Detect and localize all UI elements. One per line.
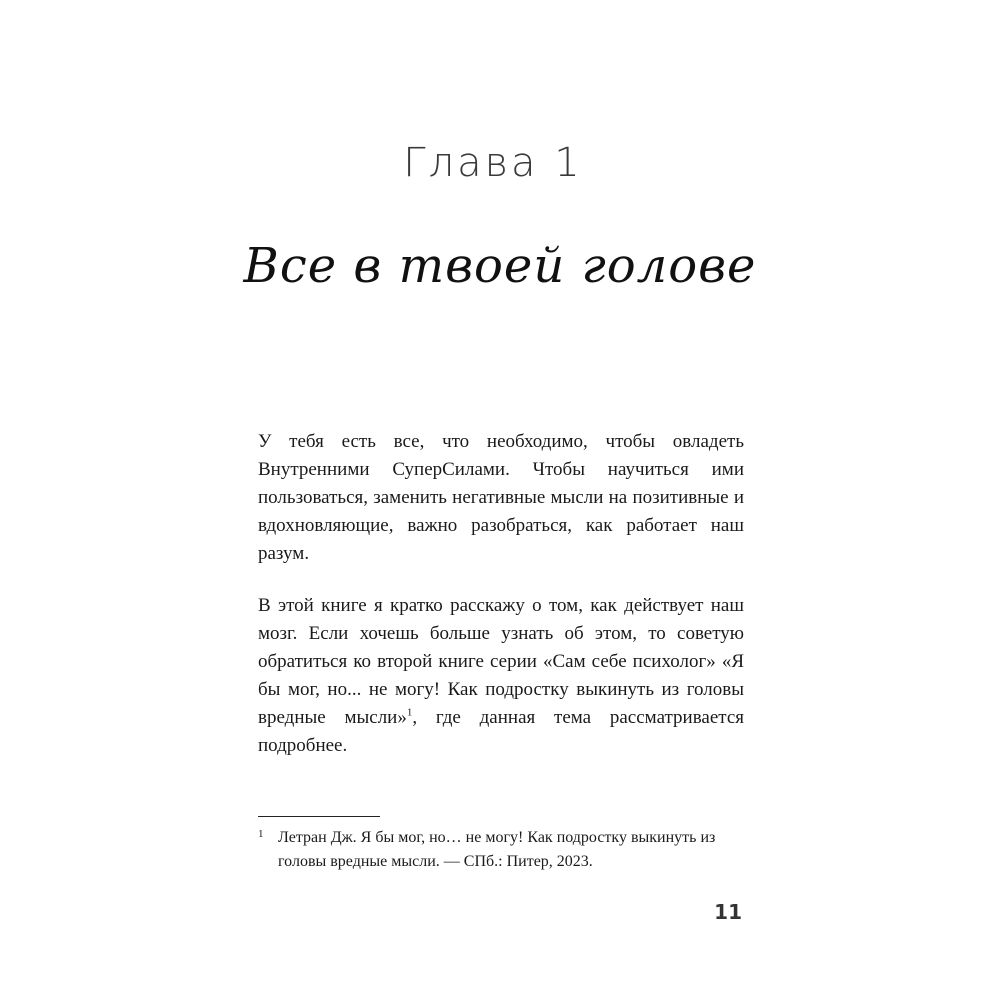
page-number: 11	[714, 900, 742, 924]
footnote-divider	[258, 816, 380, 817]
paragraph-1: У тебя есть все, что необходимо, чтобы овладеть Внутренними СуперСилами. Чтобы научиться ими пользоваться, заменить негативные мысли на позитивные и вдохновляющие, важно разобраться, как работает наш разум.	[258, 431, 744, 564]
footnote-text: Летран Дж. Я бы мог, но… не могу! Как подростку выкинуть из головы вредные мысли. — СПб.: Питер, 2023.	[278, 829, 716, 870]
footnote-reference: 1	[406, 706, 413, 719]
paragraph-2-text-end: , где данная тема рассматривается подробнее.	[258, 707, 745, 756]
footnote	[258, 826, 748, 874]
paragraph-2-text: В этой книге я кратко расскажу о том, как действует наш мозг. Если хочешь больше узнать об этом, то советую обратиться ко второй книге серии «Сам себе психолог» «Я бы мог, но... не могу! Как подростку выкинуть из головы вредные мысли»	[258, 595, 744, 728]
chapter-label: Глава 1	[403, 140, 583, 186]
footnote-number: 1	[258, 828, 264, 840]
body-text	[258, 428, 744, 784]
paragraph-2	[258, 592, 744, 760]
chapter-title: Все в твоей голове	[243, 238, 757, 294]
